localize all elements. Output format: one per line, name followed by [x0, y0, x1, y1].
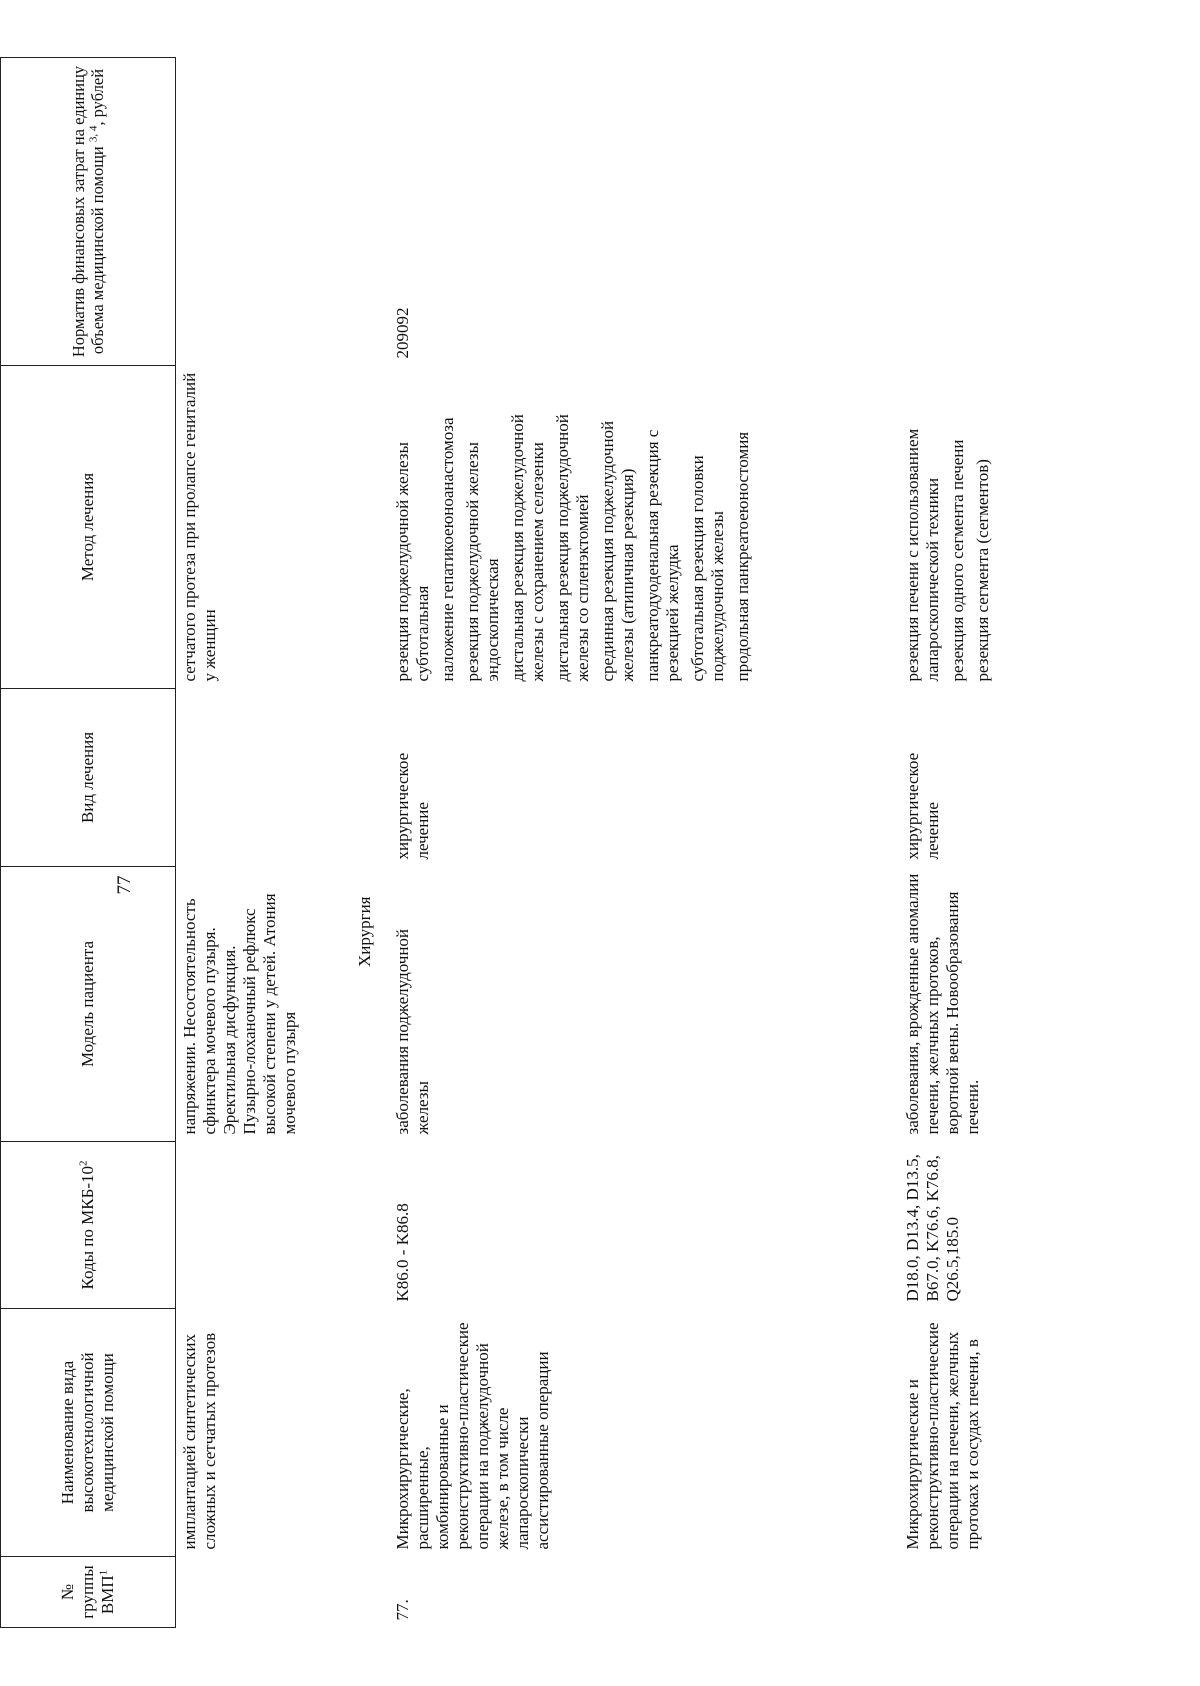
section-title: Хирургия	[355, 896, 375, 968]
method-item: резекция поджелудочной железы субтотальная	[393, 442, 433, 682]
method-item: резекция сегмента (сегментов)	[973, 459, 993, 682]
header-type: Вид лечения	[1, 689, 176, 867]
header-group-no: № группы ВМП$^1$	[1, 1557, 176, 1628]
table-row-next	[899, 58, 1040, 1628]
next-model: заболевания, врожденные аномалии печени, желчных протоков, воротной вены. Новообразования печени.	[903, 873, 983, 1135]
method-item: дистальная резекция поджелудочной железы с сохранением селезенки	[508, 414, 548, 682]
method-item: продольная панкреатоеюностомия	[733, 431, 753, 682]
method-item: наложение гепатикоеюноанастомоза	[438, 417, 458, 682]
header-row	[1, 58, 176, 1628]
header-method: Метод лечения	[1, 366, 176, 689]
row77-model: заболевания поджелудочной железы	[393, 928, 433, 1135]
row77-codes: K86.0 - K86.8	[393, 1203, 413, 1302]
row77-norm: 209092	[393, 307, 413, 359]
rotated-table-area	[0, 58, 1040, 1628]
header-codes: Коды по МКБ-$10^2$	[1, 1142, 176, 1309]
method-item: субтотальная резекция головки поджелудочной железы	[688, 455, 728, 682]
header-model: Модель пациента	[1, 867, 176, 1142]
continuation-row	[176, 58, 352, 1628]
cont-method: сетчатого протеза при пролапсе гениталий у женщин	[180, 372, 219, 682]
row77-name: Микрохирургические, расширенные, комбинированные и реконструктивно-пластические операции на поджелудочной железе, в том числе лапароскопически ассистированные операции	[393, 1322, 553, 1550]
header-name: Наименование вида высокотехнологичной медицинской помощи	[1, 1309, 176, 1557]
header-norm: Норматив финансовых затрат на единицу объема медицинской помощи $^{3, 4}$, рублей	[1, 58, 176, 366]
vmp-table	[0, 57, 1040, 1628]
next-name: Микрохирургические и реконструктивно-пластические операции на печени, желчных протоках и сосудах печени, в	[903, 1322, 983, 1550]
section-row	[351, 58, 389, 1628]
method-item: срединная резекция поджелудочной железы (атипичная резекция)	[598, 420, 638, 682]
method-item: дистальная резекция поджелудочной железы со спленэктомией	[553, 414, 593, 682]
next-codes: D18.0, D13.4, D13.5, B67.0, K76.6, K76.8, Q26.5,185.0	[903, 1154, 963, 1302]
next-type: хирургическое лечение	[903, 752, 943, 860]
method-item: резекция одного сегмента печени	[948, 439, 968, 682]
cont-name: имплантацией синтетических сложных и сетчатых протезов	[180, 1332, 219, 1550]
table-row-77	[389, 58, 899, 1628]
row77-methods	[389, 366, 899, 689]
cont-model: напряжении. Несостоятельность сфинктера мочевого пузыря. Эректильная дисфункция. Пузырно-лоханочный рефлюкс высокой степени у детей. Атония мочевого пузыря	[180, 893, 299, 1135]
row77-number: 77.	[393, 1599, 413, 1621]
method-item: панкреатодуоденальная резекция с резекцией желудка	[643, 429, 683, 682]
method-item: резекция печени с использованием лапароскопической техники	[903, 428, 943, 682]
next-methods	[899, 366, 1040, 689]
page-number: 77	[114, 875, 135, 895]
row77-type: хирургическое лечение	[393, 752, 433, 860]
method-item: резекция поджелудочной железы эндоскопическая	[463, 442, 503, 682]
